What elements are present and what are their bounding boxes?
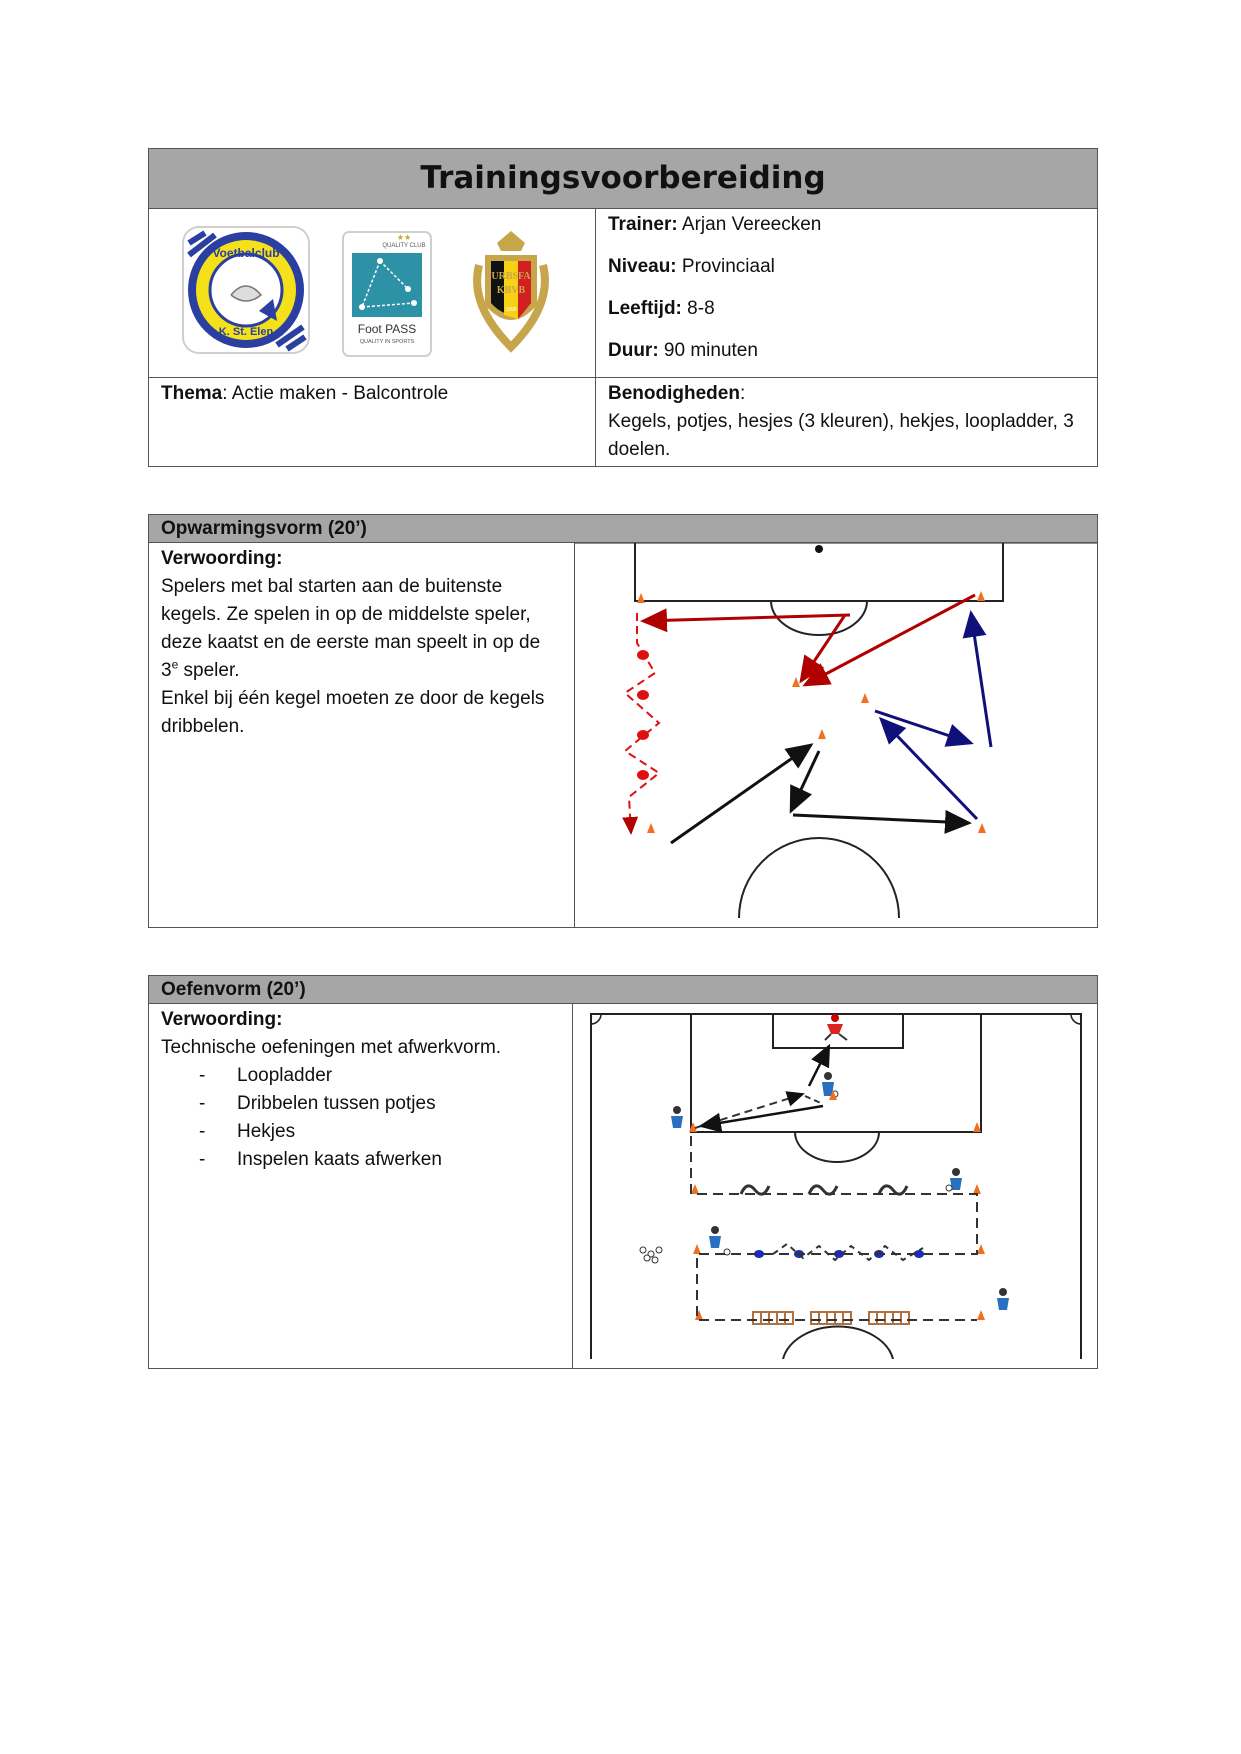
list-item: - Hekjes [199,1118,560,1146]
page-title: Trainingsvoorbereiding [149,149,1098,209]
cone-icon [689,1090,985,1320]
exercise-diagram-cell [573,1004,1098,1369]
benodigdheden-cell [596,378,1098,467]
exercise-heading: Oefenvorm (20’) [149,976,1098,1004]
list-item: - Inspelen kaats afwerken [199,1146,560,1174]
exercise-text-cell [149,1004,573,1369]
marker-icon [637,650,649,780]
trainer-label: Trainer: [608,214,678,235]
footpass-text: Foot PASS [357,322,417,336]
duur-value: 90 minuten [658,340,758,361]
leeftijd-label: Leeftijd: [608,298,682,319]
footpass-sub-text: QUALITY IN SPORTS [359,339,415,345]
warmup-table [148,514,1098,928]
trainer-line [608,211,1085,239]
warmup-diagram [575,543,1097,918]
exercise-diagram [573,1004,1097,1359]
ball-icon [640,1091,952,1263]
logos-cell [149,209,596,378]
niveau-label: Niveau: [608,256,677,277]
thema-label: Thema [161,383,223,404]
duur-line [608,337,1085,365]
svg-text:★★: ★★ [396,233,412,242]
warmup-text-cell [149,543,575,928]
exercise-label: Verwoording: [161,1009,283,1030]
hurdle-icon [741,1186,907,1194]
kbvb-logo [461,225,561,355]
footpass-top-text: QUALITY CLUB [382,243,426,249]
footpass-logo [342,231,432,357]
benodigdheden-value: Kegels, potjes, hesjes (3 kleuren), hekjes, loopladder, 3 doelen. [608,411,1074,460]
exercise-list [161,1062,560,1174]
cone-icon [637,591,986,833]
benodigdheden-colon: : [739,383,746,404]
benodigdheden-label: Benodigheden [608,383,740,404]
exercise-table [148,975,1098,1369]
trainer-value: Arjan Vereecken [677,214,822,235]
leeftijd-line [608,295,1085,323]
niveau-line [608,253,1085,281]
warmup-description: Spelers met bal starten aan de buitenste kegels. Ze spelen in op de middelste speler, deze kaatst en de eerste man speelt in op de 3e speler. [161,576,541,681]
warmup-diagram-cell [575,543,1098,928]
leeftijd-value: 8-8 [681,298,715,319]
warmup-label: Verwoording: [161,548,283,569]
club-logo-text-bottom: K. St. Elen [218,326,274,338]
duur-label: Duur: [608,340,659,361]
warmup-description-2: Enkel bij één kegel moeten ze door de kegels dribbelen. [161,688,545,737]
goalkeeper-icon [825,1014,847,1040]
club-logo [181,225,311,355]
ladder-icon [753,1312,909,1324]
kbvb-year: 1895 [505,307,517,313]
exercise-intro: Technische oefeningen met afwerkvorm. [161,1037,502,1058]
training-sheet [148,148,1098,1369]
kbvb-text-2: KBVB [496,285,526,296]
info-cell [596,209,1098,378]
player-icon [671,1072,1009,1310]
header-table [148,148,1098,467]
thema-value: : Actie maken - Balcontrole [222,383,449,404]
list-item: - Dribbelen tussen potjes [199,1090,560,1118]
niveau-value: Provinciaal [676,256,775,277]
thema-cell [149,378,596,467]
list-item: - Loopladder [199,1062,560,1090]
club-logo-text-top: Voetbalclub [212,246,280,260]
kbvb-text-1: URBSFA [491,271,531,282]
warmup-heading: Opwarmingsvorm (20’) [149,515,1098,543]
